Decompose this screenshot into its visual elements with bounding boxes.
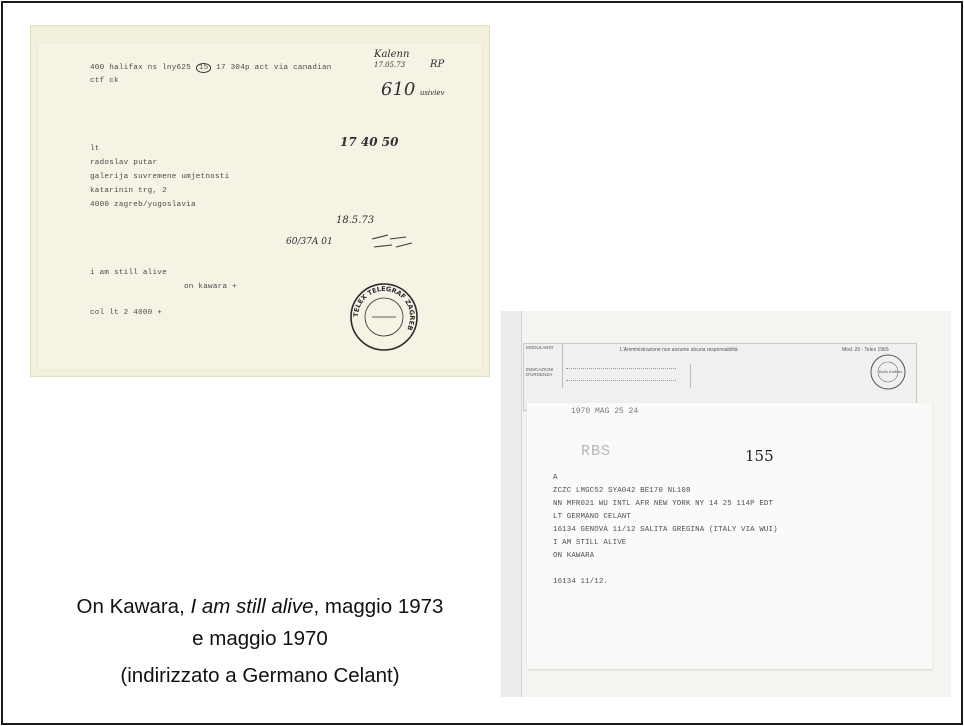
- telegram-line: ZCZC LMGC52 SYA042 BE170 NL108: [553, 487, 691, 495]
- telegram-1973-paper: [38, 43, 482, 369]
- caption-line-1: [21, 595, 499, 619]
- handwritten-ref: 60/37A 01: [286, 237, 333, 247]
- handwritten-name: Kalenn: [374, 49, 410, 60]
- telegram-form-header: [523, 343, 917, 411]
- telegram-line: 16134 11/12.: [553, 578, 609, 586]
- handwritten-number-suffix: usiviev: [419, 89, 445, 97]
- rbs-stamp: RBS: [581, 443, 612, 460]
- telegram-line: LT GERMANO CELANT: [553, 513, 631, 521]
- telegram-number: 155: [745, 447, 774, 465]
- stamp-text: TELEX TELEGRAF ZAGREB: [351, 284, 417, 332]
- telegram-line: NN MFR021 WU INTL AFR NEW YORK NY 14 25 114P EDT: [553, 500, 774, 508]
- date-stamp: 1970 MAG 25 24: [571, 407, 639, 416]
- postal-stamp: [348, 281, 420, 353]
- caption-note: (indirizzato a Germano Celant): [120, 664, 400, 687]
- form-notes-area: [690, 364, 851, 388]
- handwritten-date: 17.05.73: [374, 61, 406, 69]
- slide-frame: [1, 1, 963, 725]
- telegram-line: A: [553, 474, 558, 482]
- caption-line-2: e maggio 1970: [192, 627, 328, 650]
- caption-title: I am still alive: [190, 595, 314, 618]
- form-line: [566, 380, 676, 381]
- form-disclaimer: L'Amministrazione non assume alcuna responsabilità: [620, 347, 738, 353]
- handwritten-initials: RP: [430, 59, 445, 70]
- telegram-1973-header: 400 halifax ns lny625 15 17 304p act via canadian: [90, 64, 332, 72]
- form-line: [566, 368, 676, 369]
- recipient-line: galerija suvremene umjetnosti: [90, 173, 230, 181]
- footer-text: col lt 2 4000 +: [90, 309, 163, 317]
- telegram-line: ON KAWARA: [553, 552, 595, 560]
- recipient-line: radoslav putar: [90, 159, 158, 167]
- caption-date-1: , maggio 1973: [313, 595, 444, 618]
- telegram-1970-binding-edge: [501, 311, 522, 697]
- handwritten-date2: 18.5.73: [336, 215, 375, 226]
- caption-artist: On Kawara,: [76, 595, 185, 618]
- telegram-1970-slip: [527, 403, 932, 669]
- telegram-line: 16134 GENOVA 11/12 SALITA GREGINA (ITALY VIA WUI): [553, 526, 778, 534]
- form-urgency: INDICAZIONI D'URGENZA: [524, 366, 563, 388]
- message-text: i am still alive: [90, 269, 167, 277]
- recipient-line: 4000 zagreb/yugoslavia: [90, 201, 196, 209]
- recipient-line: katarinin trg, 2: [90, 187, 167, 195]
- handwritten-time: 17 40 50: [340, 135, 399, 149]
- handwritten-scribble-icon: [368, 229, 418, 253]
- form-model-date: Mod. 29 - Telex 1965: [842, 347, 889, 353]
- telegram-1973-lt: lt: [90, 145, 100, 153]
- signature-text: on kawara +: [184, 283, 237, 291]
- handwritten-number-group: [381, 79, 444, 100]
- office-stamp-label: Bollo d'ufficio: [879, 369, 903, 374]
- handwritten-number: 610: [381, 79, 416, 100]
- telegram-1973: [30, 25, 490, 377]
- telegram-1970: [501, 311, 951, 697]
- circled-number: 15: [196, 63, 212, 73]
- telegram-line: I AM STILL ALIVE: [553, 539, 627, 547]
- form-modulario: MODULARIO: [524, 344, 563, 366]
- telegram-1973-header-line2: ctf ck: [90, 77, 119, 85]
